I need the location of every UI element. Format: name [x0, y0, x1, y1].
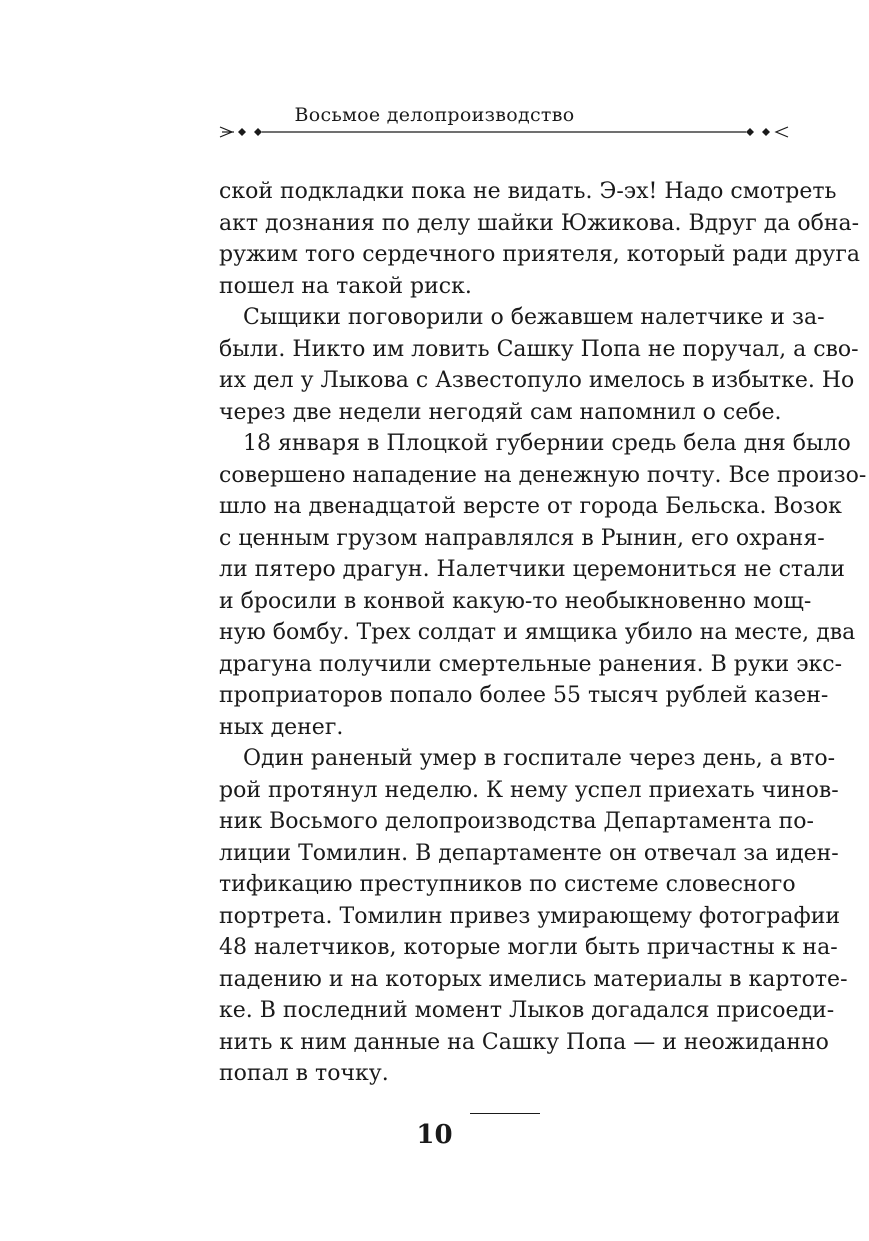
- text-line: пошел на такой риск.: [219, 273, 472, 299]
- text-line: ную бомбу. Трех солдат и ямщика убило на месте, два: [219, 620, 856, 645]
- body-text: [219, 176, 867, 1090]
- running-head: Восьмое делопроизводство: [294, 104, 575, 126]
- paragraph: [219, 176, 861, 302]
- text-line: и бросили в конвой какую-то необыкновенно мощ-: [219, 588, 812, 614]
- header-ornament-rule: [218, 123, 790, 141]
- text-line: через две недели негодяй сам напомнил о себе.: [219, 399, 782, 425]
- ornament-left-diamond-1: [238, 128, 246, 136]
- ornament-right-diamond-1: [746, 128, 754, 136]
- text-line: попал в точку.: [219, 1061, 389, 1086]
- text-line: ли пятеро драгун. Налетчики церемониться не стали: [219, 557, 845, 582]
- paragraph: [219, 743, 848, 1090]
- text-line: ской подкладки пока не видать. Э-эх! Надо смотреть: [219, 179, 837, 204]
- text-line: лиции Томилин. В департаменте он отвечал за иден-: [219, 840, 839, 866]
- paragraph: [219, 428, 867, 743]
- text-line: ных денег.: [219, 714, 344, 740]
- text-line: тификацию преступников по системе словесного: [219, 872, 796, 897]
- text-line: проприаторов попало более 55 тысяч рублей казен-: [219, 683, 829, 708]
- text-line: ружим того сердечного приятеля, который ради друга: [219, 242, 861, 267]
- paragraph: [219, 302, 859, 428]
- text-line: портрета. Томилин привез умирающему фотографии: [219, 903, 841, 929]
- text-line: с ценным грузом направлялся в Рынин, его охраня-: [219, 525, 825, 551]
- ornament-right-arrow: [776, 127, 788, 137]
- text-line: акт дознания по делу шайки Южикова. Вдруг да обна-: [219, 210, 860, 236]
- text-line: рой протянул неделю. К нему успел приехать чинов-: [219, 777, 839, 803]
- ornament-right-diamond-2: [762, 128, 770, 136]
- page-number: 10: [416, 1120, 453, 1150]
- text-line: 48 налетчиков, которые могли быть причастны к на-: [219, 935, 838, 960]
- text-line: совершено нападение на денежную почту. Все произо-: [219, 462, 867, 488]
- text-line: драгуна получили смертельные ранения. В руки экс-: [219, 651, 843, 677]
- page-number-rule: [470, 1113, 540, 1114]
- text-line: были. Никто им ловить Сашку Попа не поручал, а сво-: [219, 336, 859, 362]
- text-line: их дел у Лыкова с Азвестопуло имелось в избытке. Но: [219, 368, 855, 393]
- text-line: ник Восьмого делопроизводства Департамента по-: [219, 809, 814, 834]
- text-line: шло на двенадцатой версте от города Бельска. Возок: [219, 494, 842, 519]
- text-line: 18 января в Плоцкой губернии средь бела дня было: [243, 431, 851, 456]
- text-line: Сыщики поговорили о бежавшем налетчике и за-: [243, 305, 825, 330]
- text-line: Один раненый умер в госпитале через день, а вто-: [243, 746, 836, 771]
- text-line: нить к ним данные на Сашку Попа — и неожиданно: [219, 1029, 829, 1055]
- text-line: падению и на которых имелись материалы в картоте-: [219, 966, 848, 992]
- text-line: ке. В последний момент Лыков догадался присоеди-: [219, 998, 835, 1023]
- ornament-left-diamond-2: [254, 128, 262, 136]
